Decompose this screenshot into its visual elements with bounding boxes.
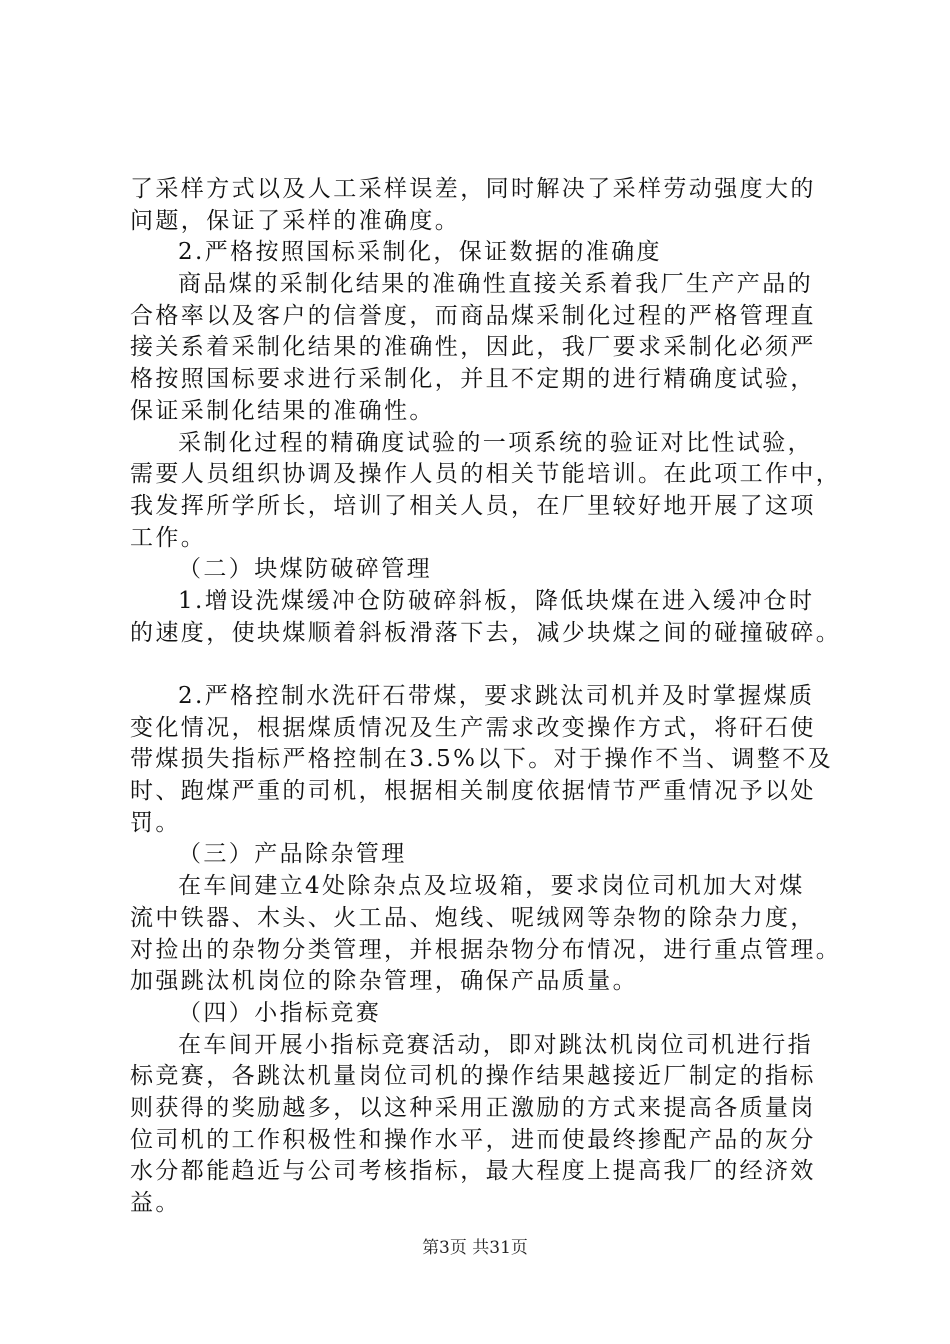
text-line: 我发挥所学所长，培训了相关人员，在厂里较好地开展了这项 — [130, 492, 816, 519]
text-line: 对捡出的杂物分类管理，并根据杂物分布情况，进行重点管理。 — [130, 936, 842, 963]
text-line: 流中铁器、木头、火工品、炮线、呢绒网等杂物的除杂力度， — [130, 904, 816, 931]
text-line: 工作。 — [130, 524, 207, 551]
text-line: 加强跳汰机岗位的除杂管理，确保产品质量。 — [130, 968, 638, 995]
section-heading: 2.严格按照国标采制化，保证数据的准确度 — [178, 239, 662, 266]
text-line: 益。 — [130, 1190, 181, 1216]
text-line: 格按照国标要求进行采制化，并且不定期的进行精确度试验， — [130, 366, 816, 393]
text-line: 带煤损失指标严格控制在3.5%以下。对于操作不当、调整不及 — [130, 746, 834, 773]
text-line: 需要人员组织协调及操作人员的相关节能培训。在此项工作中， — [130, 461, 842, 488]
text-line: 则获得的奖励越多，以这种采用正激励的方式来提高各质量岗 — [130, 1094, 816, 1121]
section-heading: （四）小指标竞赛 — [178, 999, 382, 1026]
text-line: 合格率以及客户的信誉度，而商品煤采制化过程的严格管理直 — [130, 302, 816, 329]
text-line: 保证采制化结果的准确性。 — [130, 397, 435, 424]
section-heading: （二）块煤防破碎管理 — [178, 556, 432, 583]
text-line: 问题，保证了采样的准确度。 — [130, 207, 461, 234]
text-line: 标竞赛，各跳汰机量岗位司机的操作结果越接近厂制定的指标 — [130, 1063, 816, 1090]
section-heading: （三）产品除杂管理 — [178, 841, 407, 868]
text-line: 了采样方式以及人工采样误差，同时解决了采样劳动强度大的 — [130, 176, 816, 202]
text-line: 接关系着采制化结果的准确性，因此，我厂要求采制化必须严 — [130, 334, 816, 361]
text-line: 变化情况，根据煤质情况及生产需求改变操作方式，将矸石使 — [130, 714, 816, 741]
text-line: 的速度，使块煤顺着斜板滑落下去，减少块煤之间的碰撞破碎。 — [130, 619, 842, 646]
text-line: 2.严格控制水洗矸石带煤，要求跳汰司机并及时掌握煤质 — [178, 683, 815, 709]
text-line: 水分都能趋近与公司考核指标，最大程度上提高我厂的经济效 — [130, 1158, 816, 1185]
paragraph-gap — [130, 649, 830, 681]
document-body — [130, 174, 842, 1220]
text-line: 商品煤的采制化结果的准确性直接关系着我厂生产产品的 — [178, 271, 813, 298]
text-line: 1.增设洗煤缓冲仓防破碎斜板，降低块煤在进入缓冲仓时 — [178, 587, 815, 614]
page-number-footer: 第3页 共31页 — [422, 1238, 528, 1258]
text-line: 时、跑煤严重的司机，根据相关制度依据情节严重情况予以处 — [130, 778, 816, 805]
text-line: 采制化过程的精确度试验的一项系统的验证对比性试验， — [178, 429, 813, 456]
text-line: 位司机的工作积极性和操作水平，进而使最终掺配产品的灰分 — [130, 1126, 816, 1153]
text-line: 在车间建立4处除杂点及垃圾箱，要求岗位司机加大对煤 — [178, 873, 805, 900]
text-line: 在车间开展小指标竞赛活动，即对跳汰机岗位司机进行指 — [178, 1031, 813, 1058]
text-line: 罚。 — [130, 809, 181, 836]
